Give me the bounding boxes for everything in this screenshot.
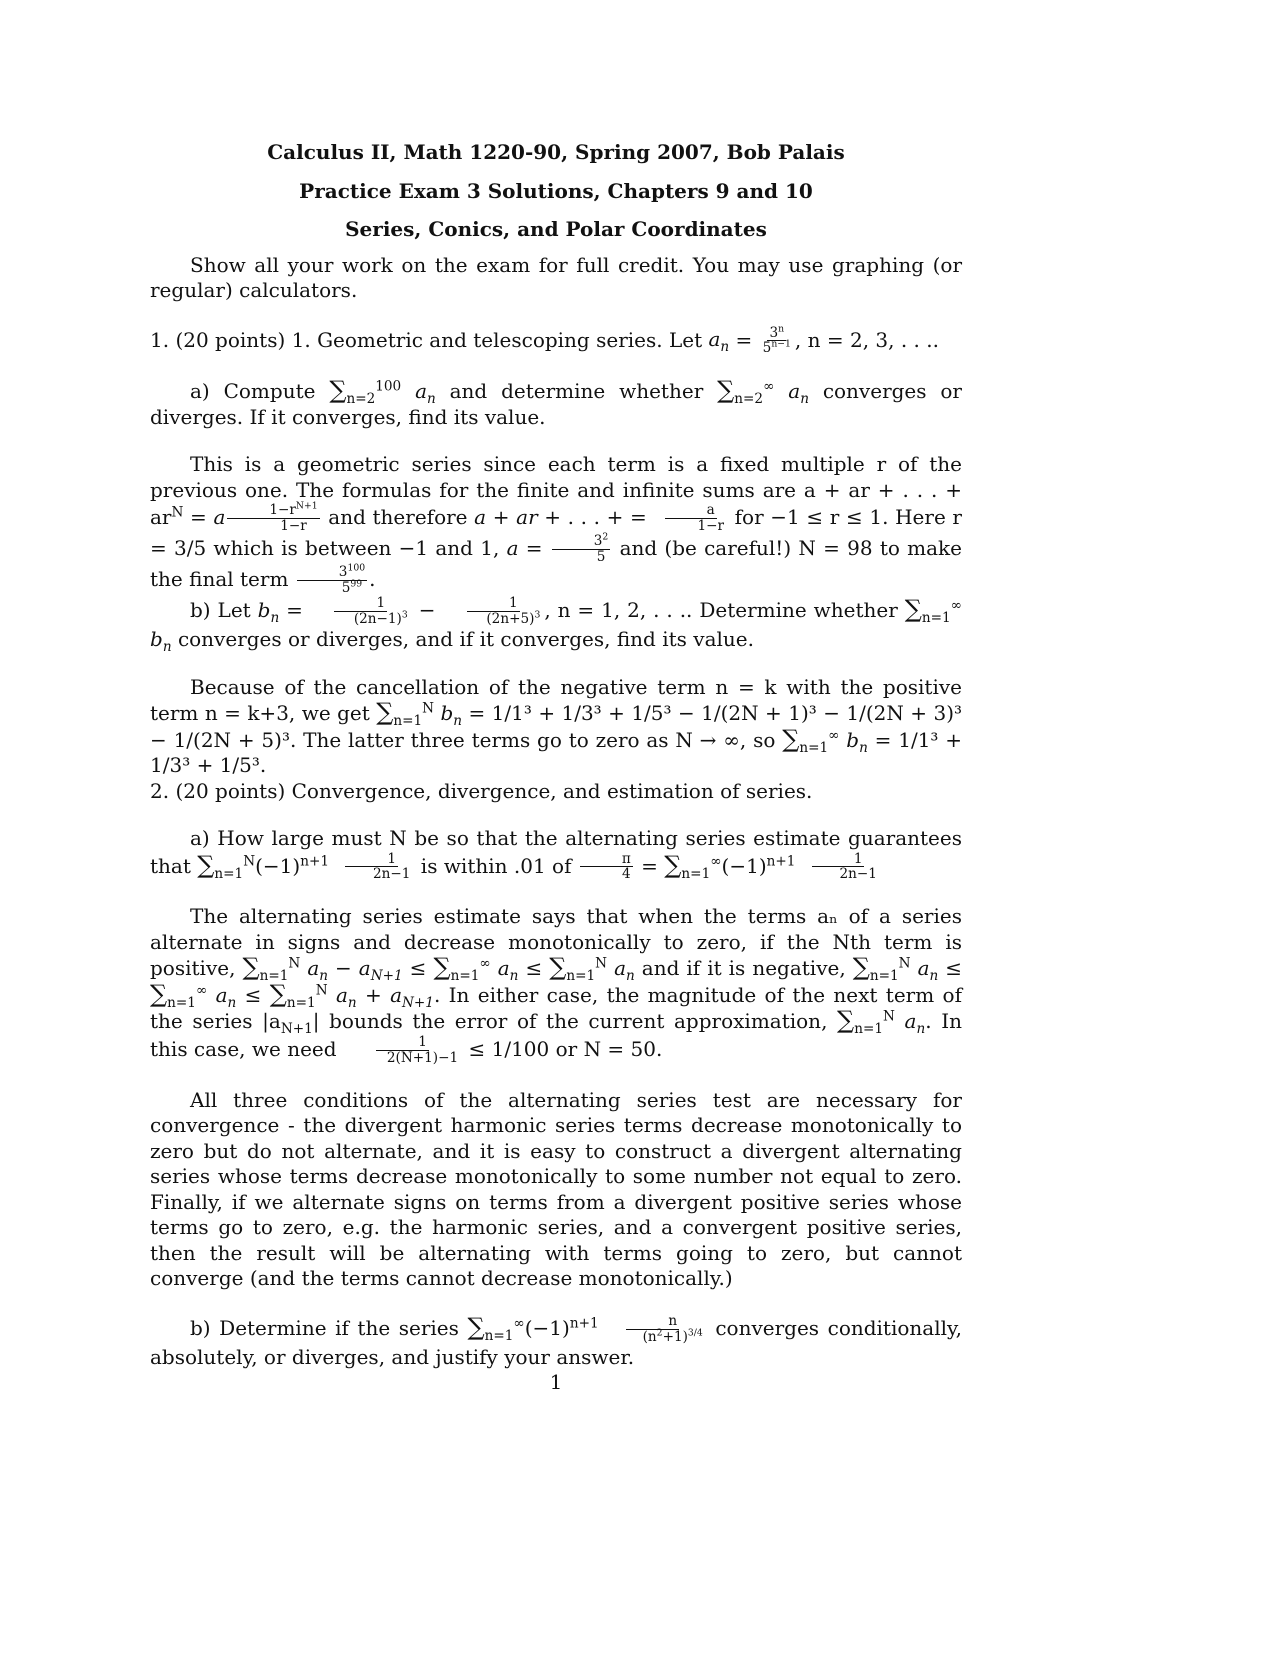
q1-part-a: a) Compute $\sum_{n=2}^{100}$ $a_n$ and determine whether $\sum_{n=2}^\infty$ $a_n$ converges or diverges. If it converges, find its value. (150, 376, 962, 429)
q2-part-b: b) Determine if the series $\sum_{n=1}^\infty(-1)^{n+1}$ $\frac{n}{(n^2+1)^{3/4}}$ converges conditionally, absolutely, or diverges, and justify your answer. (150, 1312, 963, 1369)
q1-part-b: b) Let $b_n$ = $\frac{1}{(2n-1)^3}$ − $\frac{1}{(2n+5)^3}$ , n = 1, 2, . . .. Determine whether $\sum_{n=1}^\infty$ $b_n$ converges or diverges, and if it converges, find its value. (150, 595, 962, 656)
page-number: 1 (549, 1370, 563, 1394)
document-page (150, 140, 963, 1394)
instructions: Show all your work on the exam for full credit. You may use graphing (or regular) calculators. (150, 252, 962, 302)
topic-title: Series, Conics, and Polar Coordinates (345, 217, 767, 241)
q2-intro: 2. (20 points) Convergence, divergence, and estimation of series. (150, 778, 813, 803)
course-title: Calculus II, Math 1220-90, Spring 2007, Bob Palais (267, 140, 845, 164)
q2-part-a: a) How large must N be so that the alternating series estimate guarantees that $\sum_{n=1}^N(-1)^{n+1}$ $\frac{1}{2n-1}$ is within .01 of $\frac{\pi}{4}$ = $\sum_{n=1}^\infty(-1)^{n+1}$ $\frac{1}{2n-1}$ (150, 826, 962, 883)
q1-solution-a: This is a geometric series since each term is a fixed multiple r of the previous one. The formulas for the finite and infinite sums are a + ar + . . . + $ar^N = a$ $\frac{1-r^{N+1}}{1-r}$ and therefore a + ar + . . . + = $\frac{a}{1-r}$ for −1 ≤ r ≤ 1. Here r = 3/5 which is between −1 and 1, a = $\frac{3^2}{5}$ and (be careful!) N = 98 to make the final term $\frac{3^{100}}{5^{99}}$ . (150, 452, 962, 597)
q2-conditions-discussion: All three conditions of the alternating series test are necessary for convergence - the divergent harmonic series terms decrease monotonically to zero but do not alternate, and it is easy to construct a divergent alternating series whose terms decrease monotonically to some number not equal to zero. Finally, if we alternate signs on terms from a divergent positive series whose terms go to zero, e.g. the harmonic series, and a convergent positive series, then the result will be alternating with terms going to zero, but cannot converge (and the terms cannot decrease monotonically.) (150, 1087, 962, 1291)
q1-intro: 1. (20 points) 1. Geometric and telescoping series. Let $a_n$ = $\frac{3^n}{5^{n-1}}$ , n = 2, 3, . . .. (150, 322, 939, 357)
q2-solution-a: The alternating series estimate says that when the terms aₙ of a series alternate in signs and decrease monotonically to zero, if the Nth term is positive, $\sum_{n=1}^N$ $a_n - a_{N+1} \le \sum_{n=1}^\infty$ $a_n \le \sum_{n=1}^N$ $a_n$ and if it is negative, $\sum_{n=1}^N$ $a_n \le \sum_{n=1}^\infty$ $a_n \le \sum_{n=1}^N$ $a_n + a_{N+1}$. In either case, the magnitude of the next term of the series $|a_{N+1}|$ bounds the error of the current approximation, $\sum_{n=1}^N$ $a_n$. In this case, we need $\frac{1}{2(N+1)-1}$ ≤ 1/100 or N = 50. (150, 904, 963, 1066)
exam-title: Practice Exam 3 Solutions, Chapters 9 and 10 (299, 178, 813, 203)
q1-solution-b: Because of the cancellation of the negative term n = k with the positive term n = k+3, we get $\sum_{n=1}^N$ $b_n = 1/1^3 + 1/3^3 + 1/5^3 - 1/(2N + 1)^3 - 1/(2N + 3)^3 - 1/(2N + 5)^3$. The latter three terms go to zero as N → ∞, so $\sum_{n=1}^\infty$ $b_n = 1/1^3 + 1/3^3 + 1/5^3$. (150, 674, 963, 778)
